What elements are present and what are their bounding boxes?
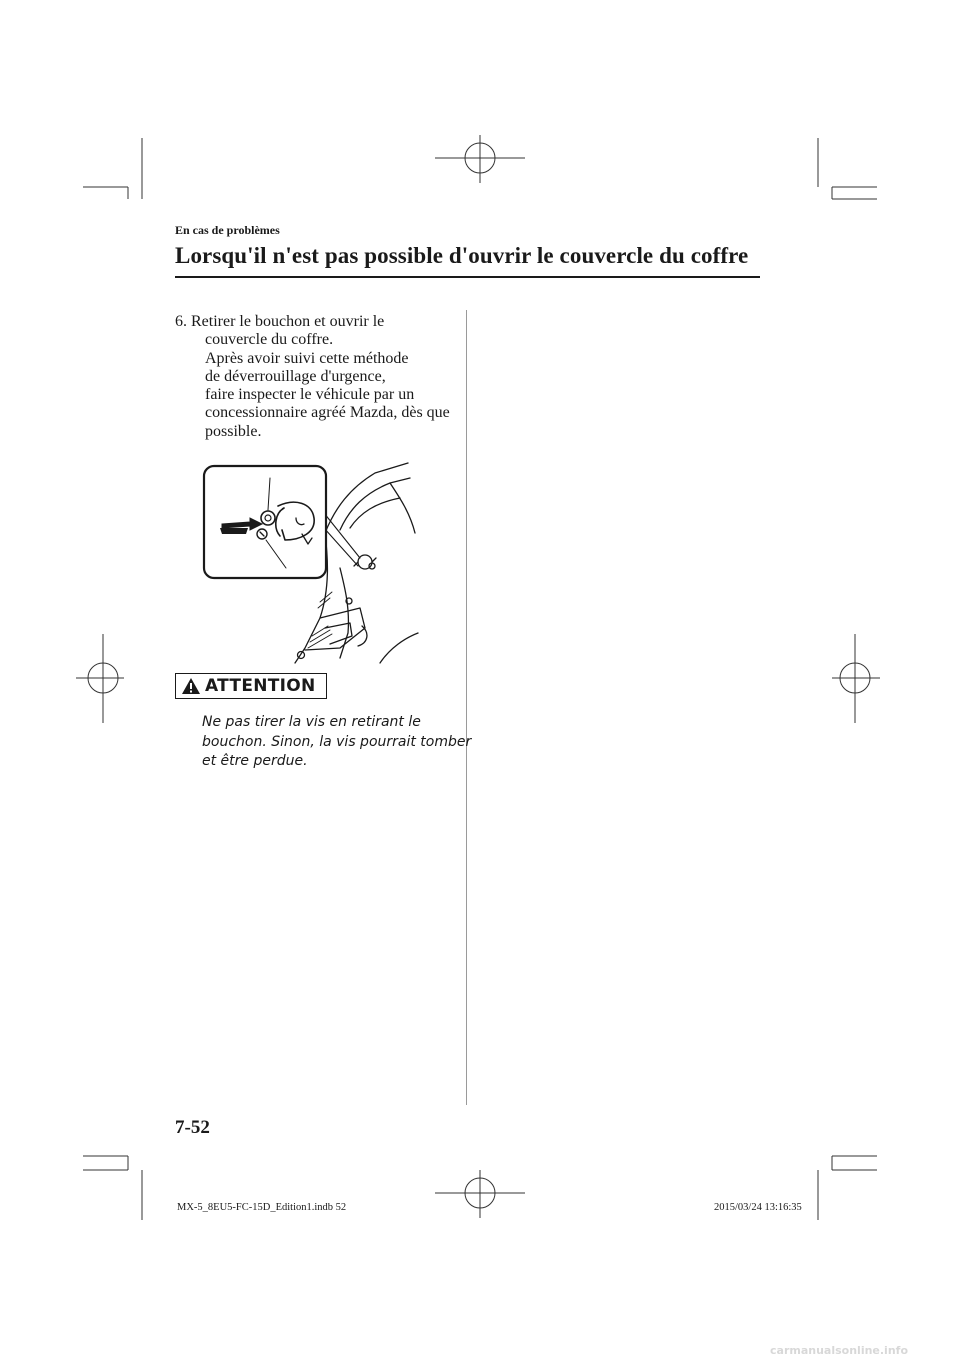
cap-removal-illustration	[200, 458, 425, 668]
step-line: faire inspecter le véhicule par un	[205, 386, 415, 404]
step-line: de déverrouillage d'urgence,	[205, 367, 386, 385]
attention-line: bouchon. Sinon, la vis pourrait tomber	[202, 733, 472, 750]
page-number: 7-52	[175, 1117, 210, 1138]
column-divider	[466, 310, 467, 1105]
attention-badge	[175, 673, 327, 699]
warning-triangle-icon	[181, 677, 201, 695]
attention-line: Ne pas tirer la vis en retirant le	[202, 714, 421, 730]
attention-text	[202, 713, 472, 772]
watermark: carmanualsonline.info	[770, 1344, 908, 1357]
step-line: couvercle du coffre.	[205, 331, 334, 349]
step-line: Après avoir suivi cette méthode	[205, 349, 409, 367]
footer-filename: MX-5_8EU5-FC-15D_Edition1.indb 52	[177, 1202, 347, 1213]
section-label: En cas de problèmes	[175, 223, 280, 237]
page-title: Lorsqu'il n'est pas possible d'ouvrir le couvercle du coffre	[175, 243, 749, 268]
attention-line: et être perdue.	[202, 753, 308, 769]
footer-timestamp: 2015/03/24 13:16:35	[714, 1202, 802, 1213]
step-number: 6.	[175, 313, 187, 330]
step-text	[191, 313, 461, 441]
title-divider	[175, 276, 760, 278]
step-line: concessionnaire agréé Mazda, dès que	[205, 404, 450, 422]
step-line: Retirer le bouchon et ouvrir le	[191, 313, 385, 330]
attention-label: ATTENTION	[205, 676, 316, 696]
step-line: possible.	[205, 422, 262, 440]
